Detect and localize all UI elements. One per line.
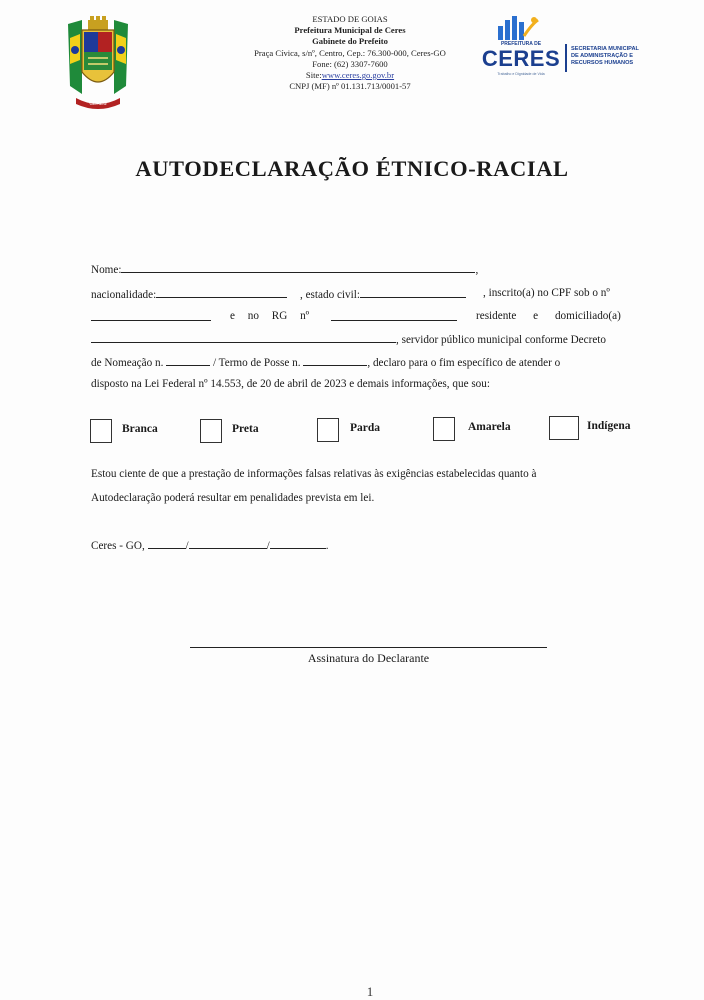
cpf-field-row bbox=[91, 310, 211, 324]
endereco-row bbox=[91, 332, 606, 346]
site-link[interactable]: www.ceres.go.gov.br bbox=[321, 70, 395, 81]
nacionalidade-label: nacionalidade: bbox=[91, 289, 157, 301]
phone: Fone: (62) 3307-7600 bbox=[312, 58, 388, 69]
ciente-line-2: Autodeclaração poderá resultar em penalidades prevista em lei. bbox=[91, 492, 375, 504]
checkbox-branca[interactable] bbox=[90, 419, 112, 443]
checkbox-preta[interactable] bbox=[200, 419, 222, 443]
site-label: Site: bbox=[305, 70, 322, 81]
nacionalidade-row bbox=[91, 287, 287, 301]
nome-row: Nome: , bbox=[91, 264, 479, 276]
secretaria-line-1: SECRETARIA MUNICIPAL bbox=[571, 46, 639, 52]
signature-label: Assinatura do Declarante bbox=[307, 651, 430, 665]
local-date-row: Ceres - GO, / / . bbox=[91, 540, 329, 552]
checkbox-amarela[interactable] bbox=[433, 417, 455, 441]
cnpj: CNPJ (MF) nº 01.131.713/0001-57 bbox=[289, 81, 411, 92]
estado-civil-label: , estado civil: bbox=[300, 289, 360, 301]
office-name: Gabinete do Prefeito bbox=[312, 36, 388, 47]
secretaria-line-2: DE ADMINISTRAÇÃO E bbox=[571, 53, 633, 59]
city-skyline-icon bbox=[496, 14, 540, 40]
local-label: Ceres - GO, bbox=[91, 540, 145, 552]
declaro-label: , declaro para o fim específico de atender o bbox=[367, 357, 561, 369]
nomeacao-row bbox=[91, 355, 560, 369]
nacionalidade-field[interactable] bbox=[156, 287, 287, 298]
label-indigena: Indígena bbox=[587, 420, 631, 432]
rg-label: e no RG nº bbox=[230, 310, 310, 322]
nomeacao-label: de Nomeação n. bbox=[91, 357, 164, 369]
address: Praça Cívica, s/nº, Centro, Cep.: 76.300-000, Ceres-GO bbox=[254, 47, 446, 58]
prefeitura-label: PREFEITURA DE bbox=[500, 41, 542, 47]
cpf-label: , inscrito(a) no CPF sob o nº bbox=[483, 287, 610, 299]
rg-field-row bbox=[331, 310, 457, 324]
ribbon-text: CERES bbox=[89, 101, 107, 107]
rg-field[interactable] bbox=[331, 310, 457, 321]
secretaria-line-3: RECURSOS HUMANOS bbox=[571, 60, 634, 66]
logo-tagline: Trabalho e Dignidade de Vida bbox=[497, 72, 545, 76]
ceres-logo bbox=[478, 14, 568, 84]
day-field[interactable] bbox=[148, 538, 186, 549]
page-title: AUTODECLARAÇÃO ÉTNICO-RACIAL bbox=[135, 156, 569, 181]
estado-civil-field[interactable] bbox=[360, 287, 466, 298]
coat-of-arms-emblem bbox=[62, 16, 134, 110]
disposto-text: disposto na Lei Federal nº 14.553, de 20 de abril de 2023 e demais informações, que sou: bbox=[91, 378, 490, 390]
label-preta: Preta bbox=[232, 423, 259, 435]
label-amarela: Amarela bbox=[468, 421, 511, 433]
ciente-line-1: Estou ciente de que a prestação de informações falsas relativas às exigências estabelecidas quanto à bbox=[91, 468, 537, 480]
state-name: ESTADO DE GOIAS bbox=[312, 14, 388, 24]
termo-label: / Termo de Posse n. bbox=[212, 357, 301, 369]
logo-divider bbox=[565, 44, 567, 72]
checkbox-indigena[interactable] bbox=[549, 416, 579, 440]
estado-civil-group bbox=[300, 287, 466, 301]
label-parda: Parda bbox=[350, 422, 381, 434]
nome-label: Nome: bbox=[91, 264, 122, 276]
nomeacao-field[interactable] bbox=[166, 355, 210, 366]
checkbox-parda[interactable] bbox=[317, 418, 339, 442]
label-branca: Branca bbox=[122, 423, 158, 435]
servidor-label: , servidor público municipal conforme Decreto bbox=[396, 334, 607, 346]
signature-line[interactable] bbox=[190, 647, 547, 648]
endereco-field[interactable] bbox=[91, 332, 396, 343]
cpf-field[interactable] bbox=[91, 310, 211, 321]
residente-label: residente e domiciliado(a) bbox=[476, 310, 621, 322]
page-number: 1 bbox=[366, 984, 374, 999]
nome-field[interactable] bbox=[121, 262, 475, 273]
city-name: CERES bbox=[481, 46, 561, 71]
year-field[interactable] bbox=[270, 538, 326, 549]
secretaria-label bbox=[571, 46, 639, 67]
municipality-name: Prefeitura Municipal de Ceres bbox=[294, 25, 406, 36]
termo-field[interactable] bbox=[303, 355, 367, 366]
month-field[interactable] bbox=[189, 538, 267, 549]
letterhead bbox=[225, 14, 475, 92]
